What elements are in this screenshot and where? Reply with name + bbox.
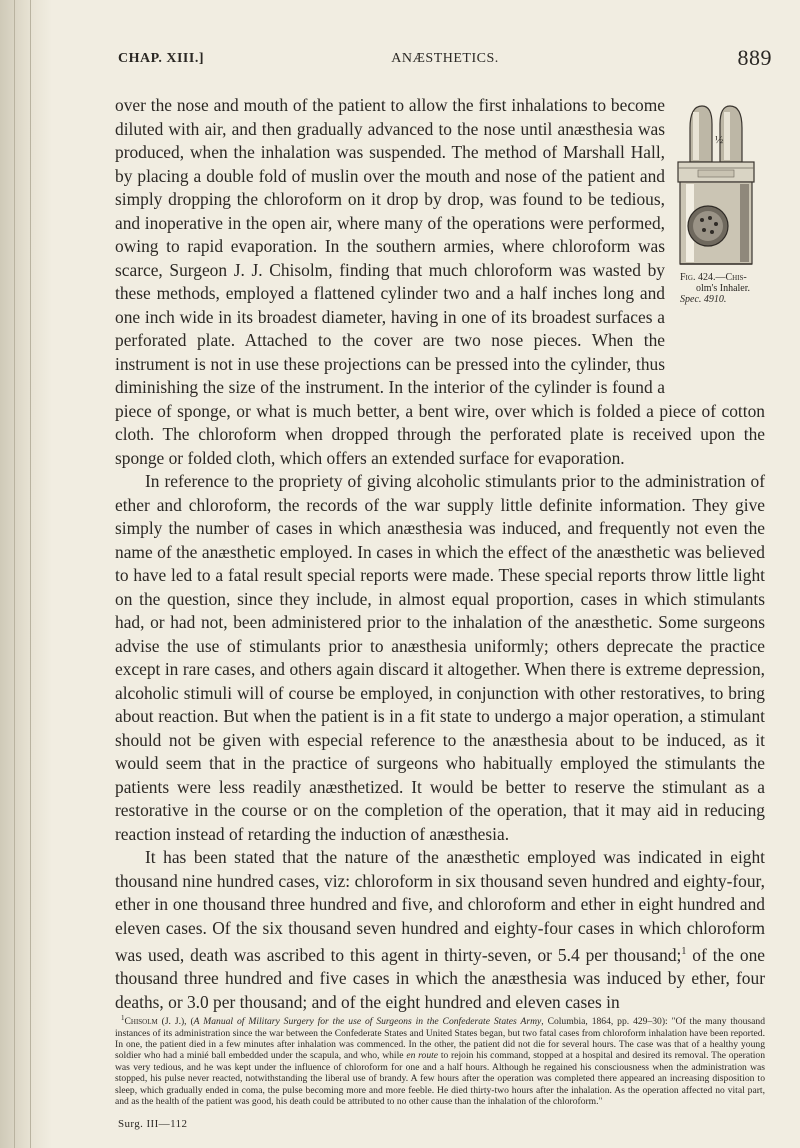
footnote-body: to rejoin his command, stopped at a hospital and desired its removal. The operation was very tedious, and he was kept under the influence of chloroform for one and a half hours. Although he regained his consciousness when the administration was stopped, his pulse never reacted, notwithstanding the liberal use of brandy. A few hours after the operation was completed there appeared an increasing disposition to sleep, which gradually ended in coma, the pulse becoming more and more feeble. He died thirty-two hours after the inhalation. As the operation affected no vital part, and as the health of the patient was good, his death could be attributed to no other cause than the inhalation of the chloroform.": [115, 1050, 765, 1108]
page-gutter-shadow: [0, 0, 52, 1148]
paragraph-text: of the one thousand three hundred and five cases in which the anæsthesia was induced by ether, four deaths, or 3.0 per thousand; and of the eight hundred and eleven cases in: [115, 944, 765, 1012]
caption-line: Spec. 4910.: [680, 294, 727, 305]
gutter-rule: [14, 0, 15, 1148]
footnote-book-title: A Manual of Military Surgery for the use of Surgeons in the Confederate States Army: [193, 1016, 542, 1028]
paragraph: [115, 94, 765, 470]
paragraph: [115, 846, 765, 1014]
running-title: ANÆSTHETICS.: [391, 51, 499, 66]
footnote-body: , Columbia, 1864, pp. 429–30): "Of the many thousand instances of its administration since the war between the Confederate States and United States began, but two fatal cases from chloroform inhalation have been reported. In one, the patient died in a few minutes after inhalation was commenced. In the other, the patient did not die for several hours. The case was that of a healthy young soldier who had a minié ball embedded under the scapula, and who, while: [115, 1016, 765, 1062]
gutter-rule: [30, 0, 31, 1148]
page-number: 889: [737, 45, 772, 70]
footnote-italic-phrase: en route: [406, 1050, 439, 1062]
scale-label: ½: [715, 134, 724, 146]
paragraph-text: In reference to the propriety of giving alcoholic stimulants prior to the administration of ether and chloroform, the records of the war supply little definite information. They give simply the number of cases in which anæsthesia was induced, and frequently not even the name of the anæsthetic employed. In cases in which the effect of the anæsthetic was believed to have led to a fatal result special reports were made. These special reports throw little light on the question, since they include, in almost equal proportion, cases in which stimulants had, or had not, been administered prior to the inhalation of the anæsthetic. Some surgeons advise the use of stimulants prior to anæsthesia uniformly; others deprecate the practice except in rare cases, and others again discard it altogether. When there is extreme depression, alcoholic stimuli will of course be employed, in conjunction with other restoratives, to bring about reaction. But when the patient is in a fit state to undergo a major operation, a stimulant should not be given with especial reference to the anæsthesia about to be induced, as it would seem that in the practice of surgeons who habitually employed the stimulants the patients were less readily anæsthetized. It would be better to reserve the stimulant as a restorative in the course or on the completion of the operation, that it may aid in reducing reaction instead of retarding the induction of anæsthesia.: [115, 471, 765, 844]
chapter-label: CHAP. XIII.]: [118, 51, 204, 66]
footnote-reference: 1: [681, 946, 687, 957]
figure-float-spacer: [665, 134, 765, 394]
paragraph-text: over the nose and mouth of the patient to allow the first inhalations to become diluted with air, and then gradually advanced to the nose until anæsthesia was produced, when the inhalation was suspended. The method of Marshall Hall, by placing a double fold of muslin over the mouth and nose of the patient and simply dropping the chloroform on it drop by drop, was found to be tedious, and inoperative in the open air, where many of the operations were performed, owing to rapid evaporation. In the southern armies, where chloroform was scarce, Surgeon J. J. Chisolm, finding that much chloroform was wasted by these methods, employed a flattened cylinder two and a half inches long and one inch wide in its broadest diameter, having in one of its broadest surfaces a perforated plate. Attached to the cover are two nose pieces. When the instrument is not in use these projections can be pressed into the cylinder, thus diminishing the size of the instrument. In the interior of the cylinder is found a piece of sponge, or what is much better, a bent wire, over which is folded a piece of cotton cloth. The chloroform when dropped through the perforated plate is received upon the sponge or folded cloth, which offers an extended surface for evaporation.: [115, 95, 765, 468]
body-text: [115, 94, 765, 1014]
signature-mark: Surg. III—112: [118, 1118, 188, 1130]
paragraph: [115, 470, 765, 846]
footnote-marker: 1: [121, 1014, 125, 1022]
paragraph-text: It has been stated that the nature of the anæsthetic employed was indicated in eight thousand nine hundred cases, viz: chloroform in six thousand seven hundred and eighty-four, ether in one thousand three hundred and five, and chloroform and ether in eight hundred and eleven cases. Of the six thousand seven hundred and eighty-four cases in which chloroform was used, death was ascribed to this agent in thirty-seven, or 5.4 per thousand;: [115, 847, 765, 965]
caption-line: olm's Inhaler.: [696, 283, 751, 294]
footnote: [115, 1013, 765, 1107]
running-header: [118, 45, 772, 73]
caption-line: Fig. 424.—Chis-: [680, 272, 747, 283]
footnote-text: [115, 1013, 765, 1107]
footnote-author: Chisolm (J. J.), (: [124, 1016, 194, 1028]
